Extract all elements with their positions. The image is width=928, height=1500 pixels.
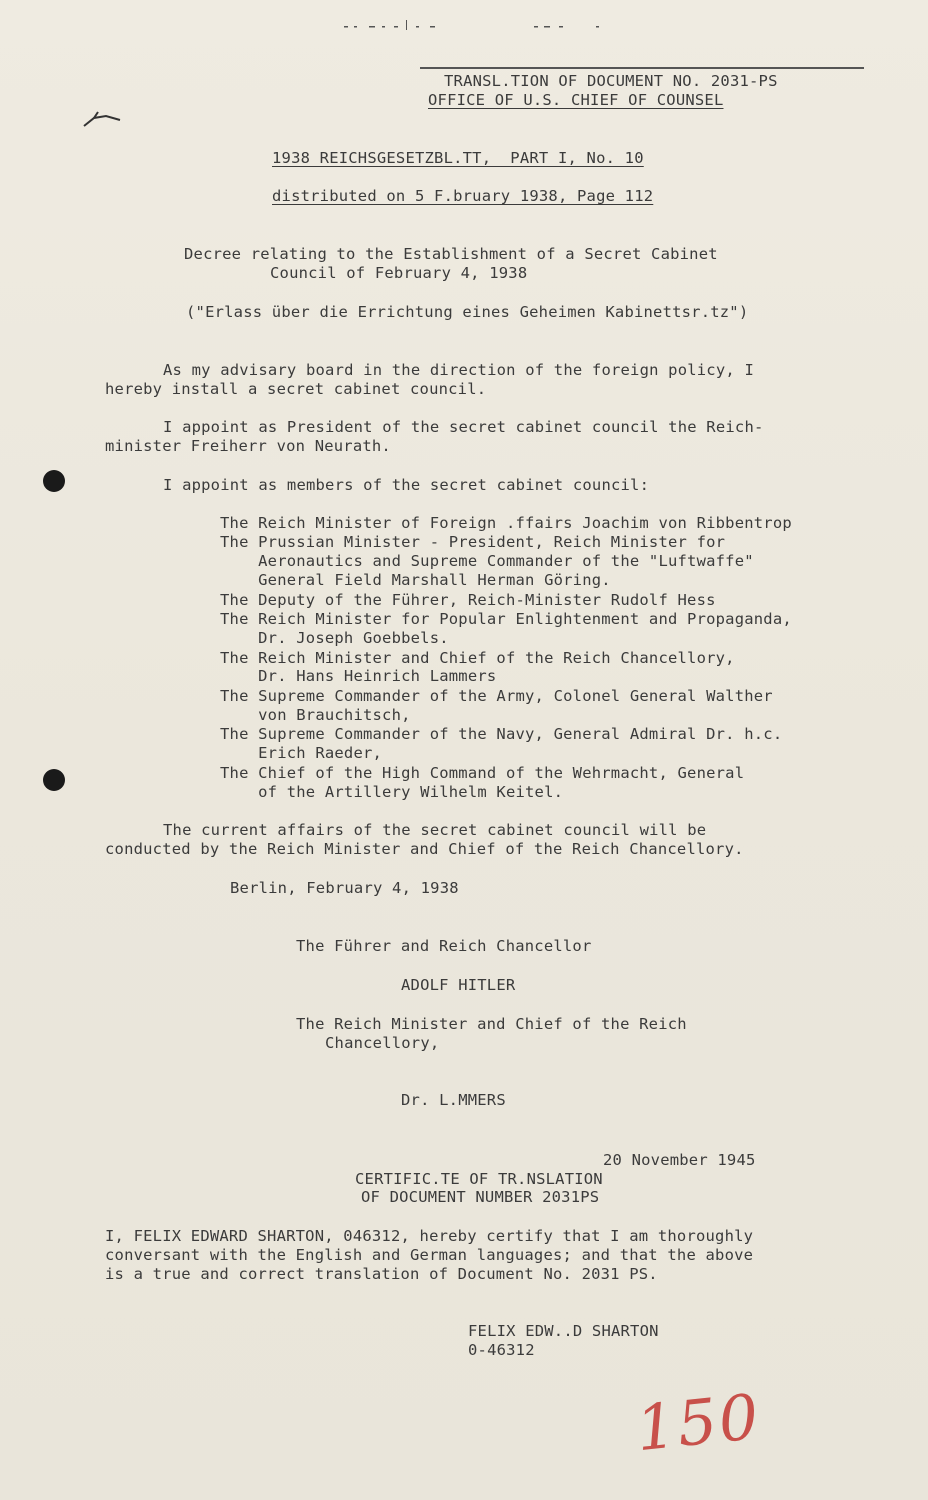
header-office-line: OFFICE OF U.S. CHIEF OF COUNSEL (428, 91, 724, 109)
signatory-2-name: Dr. L.MMERS (401, 1091, 506, 1109)
paragraph-3: I appoint as members of the secret cabinet council: (163, 476, 650, 494)
place-date: Berlin, February 4, 1938 (230, 879, 459, 897)
certificate-heading-line-2: OF DOCUMENT NUMBER 2031PS (361, 1188, 600, 1206)
paragraph-2-line-1: I appoint as President of the secret cabinet council the Reich- (163, 418, 764, 436)
source-line-1: 1938 REICHSGESETZBL.TT, PART I, No. 10 (272, 149, 644, 167)
member-line: von Brauchitsch, (220, 706, 411, 724)
punch-hole-top (43, 470, 65, 492)
page-number-stamp: 150 (632, 1379, 764, 1466)
punch-hole-bottom (43, 769, 65, 791)
signatory-1-name: ADOLF HITLER (401, 976, 516, 994)
member-line: General Field Marshall Herman Göring. (220, 571, 611, 589)
member-line: The Prussian Minister - President, Reich Minister for (220, 533, 726, 551)
member-line: The Chief of the High Command of the Wehrmacht, General (220, 764, 745, 782)
signatory-2-title-line-1: The Reich Minister and Chief of the Reich (296, 1015, 687, 1033)
certificate-text-line-2: conversant with the English and German languages; and that the above (105, 1246, 754, 1264)
member-line: The Reich Minister of Foreign .ffairs Joachim von Ribbentrop (220, 514, 792, 532)
translator-number: 0-46312 (468, 1341, 535, 1359)
member-line: Erich Raeder, (220, 744, 383, 762)
member-line: The Supreme Commander of the Army, Colonel General Walther (220, 687, 773, 705)
translator-name: FELIX EDW..D SHARTON (468, 1322, 659, 1340)
title-line-2: Council of February 4, 1938 (270, 264, 528, 282)
member-line: The Deputy of the Führer, Reich-Minister Rudolf Hess (220, 591, 716, 609)
member-line: Dr. Hans Heinrich Lammers (220, 667, 497, 685)
title-line-1: Decree relating to the Establishment of a Secret Cabinet (184, 245, 718, 263)
closing-paragraph-line-1: The current affairs of the secret cabinet council will be (163, 821, 707, 839)
certificate-text-line-1: I, FELIX EDWARD SHARTON, 046312, hereby certify that I am thoroughly (105, 1227, 754, 1245)
paragraph-1-line-2: hereby install a secret cabinet council. (105, 380, 487, 398)
signatory-2-title-line-2: Chancellory, (325, 1034, 440, 1052)
top-edge-marks (334, 20, 614, 32)
member-line: The Supreme Commander of the Navy, General Admiral Dr. h.c. (220, 725, 783, 743)
header-rule (420, 67, 864, 69)
member-line: of the Artillery Wilhelm Keitel. (220, 783, 564, 801)
paragraph-2-line-2: minister Freiherr von Neurath. (105, 437, 391, 455)
pen-mark (82, 108, 122, 130)
member-line: Aeronautics and Supreme Commander of the "Luftwaffe" (220, 552, 754, 570)
member-line: Dr. Joseph Goebbels. (220, 629, 449, 647)
certificate-text-line-3: is a true and correct translation of Document No. 2031 PS. (105, 1265, 658, 1283)
certificate-date: 20 November 1945 (603, 1151, 756, 1169)
source-line-2: distributed on 5 F.bruary 1938, Page 112 (272, 187, 654, 205)
certificate-heading-line-1: CERTIFIC.TE OF TR.NSLATION (355, 1170, 603, 1188)
header-translation-line: TRANSL.TION OF DOCUMENT NO. 2031-PS (444, 72, 778, 90)
closing-paragraph-line-2: conducted by the Reich Minister and Chief of the Reich Chancellory. (105, 840, 744, 858)
paragraph-1-line-1: As my advisary board in the direction of the foreign policy, I (163, 361, 754, 379)
member-line: The Reich Minister and Chief of the Reich Chancellory, (220, 649, 735, 667)
title-german: ("Erlass über die Errichtung eines Geheimen Kabinettsr.tz") (186, 303, 749, 321)
member-line: The Reich Minister for Popular Enlightenment and Propaganda, (220, 610, 792, 628)
signatory-1-title: The Führer and Reich Chancellor (296, 937, 592, 955)
